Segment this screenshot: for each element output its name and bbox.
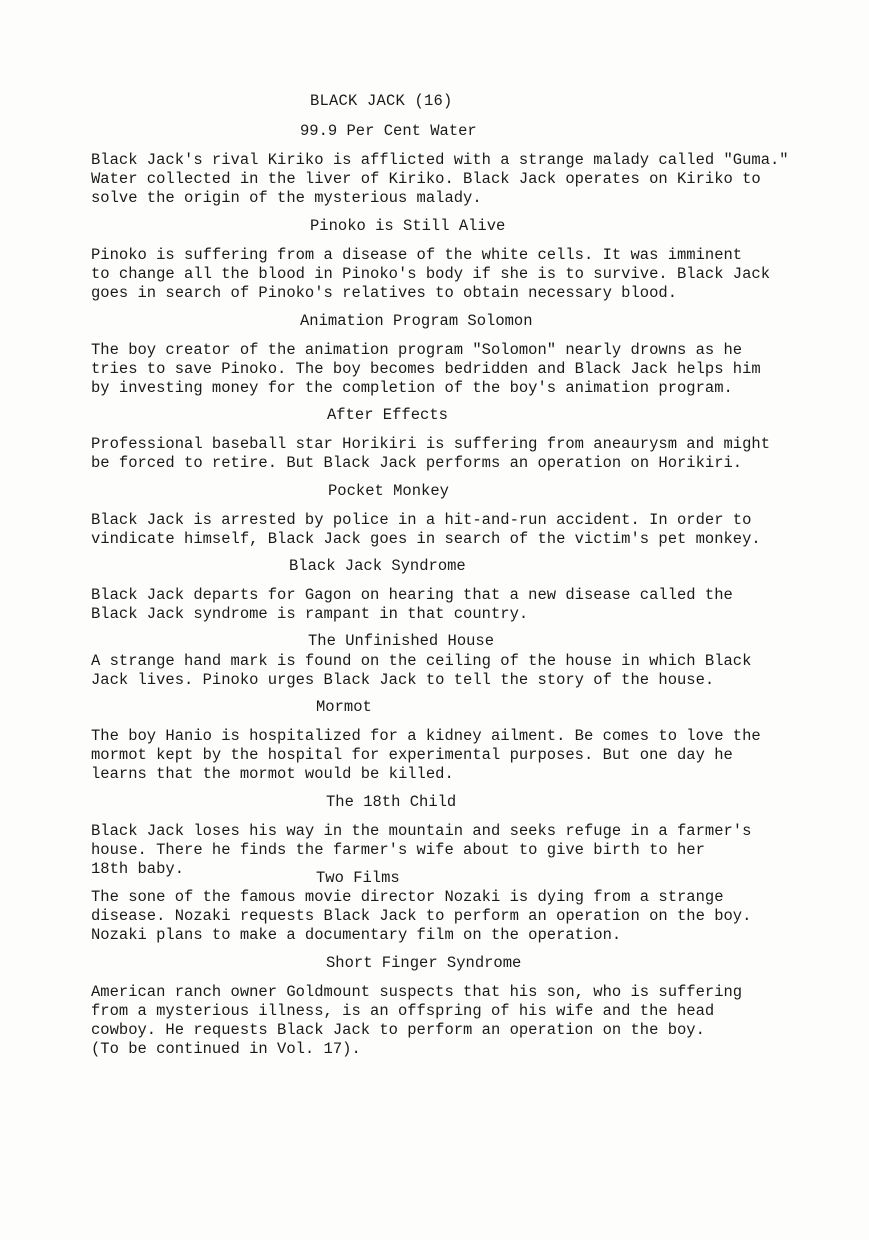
- section-paragraph: [91, 888, 791, 945]
- paragraph-line: solve the origin of the mysterious malady.: [91, 189, 482, 207]
- paragraph-line: Black Jack loses his way in the mountain and seeks refuge in a farmer's: [91, 822, 752, 840]
- section-paragraph: [91, 727, 791, 784]
- section-paragraph: [91, 586, 791, 624]
- paragraph-line: A strange hand mark is found on the ceiling of the house in which Black: [91, 652, 752, 670]
- paragraph-line: by investing money for the completion of the boy's animation program.: [91, 379, 733, 397]
- paragraph-line: The boy Hanio is hospitalized for a kidney ailment. Be comes to love the: [91, 727, 761, 745]
- paragraph-line: Black Jack is arrested by police in a hit-and-run accident. In order to: [91, 511, 752, 529]
- paragraph-line: Nozaki plans to make a documentary film on the operation.: [91, 926, 622, 944]
- document-title: BLACK JACK (16): [310, 92, 453, 110]
- paragraph-line: The boy creator of the animation program "Solomon" nearly drowns as he: [91, 341, 743, 359]
- section-heading: After Effects: [327, 406, 448, 424]
- paragraph-line: cowboy. He requests Black Jack to perform an operation on the boy.: [91, 1021, 705, 1039]
- section-heading: Pinoko is Still Alive: [310, 217, 506, 235]
- section-heading: Black Jack Syndrome: [289, 557, 466, 575]
- paragraph-line: Black Jack syndrome is rampant in that country.: [91, 605, 529, 623]
- section-paragraph: [91, 341, 791, 398]
- section-heading: 99.9 Per Cent Water: [300, 122, 477, 140]
- paragraph-line: Black Jack departs for Gagon on hearing that a new disease called the: [91, 586, 733, 604]
- section-heading: The 18th Child: [326, 793, 457, 811]
- paragraph-line: Black Jack's rival Kiriko is afflicted with a strange malady called "Guma.": [91, 151, 789, 169]
- section-paragraph: [91, 246, 791, 303]
- paragraph-line: mormot kept by the hospital for experimental purposes. But one day he: [91, 746, 733, 764]
- paragraph-line: Water collected in the liver of Kiriko. Black Jack operates on Kiriko to: [91, 170, 761, 188]
- paragraph-line: goes in search of Pinoko's relatives to obtain necessary blood.: [91, 284, 677, 302]
- paragraph-line: Pinoko is suffering from a disease of the white cells. It was imminent: [91, 246, 743, 264]
- paragraph-line: to change all the blood in Pinoko's body if she is to survive. Black Jack: [91, 265, 771, 283]
- section-heading: Mormot: [316, 698, 372, 716]
- section-heading: Animation Program Solomon: [300, 312, 533, 330]
- paragraph-line: house. There he finds the farmer's wife about to give birth to her: [91, 841, 705, 859]
- paragraph-line: disease. Nozaki requests Black Jack to perform an operation on the boy.: [91, 907, 752, 925]
- section-paragraph: [91, 822, 791, 879]
- paragraph-line: 18th baby.: [91, 860, 185, 878]
- paragraph-line: vindicate himself, Black Jack goes in search of the victim's pet monkey.: [91, 530, 761, 548]
- section-paragraph: [91, 983, 791, 1059]
- section-paragraph: [91, 435, 791, 473]
- section-paragraph: [91, 511, 791, 549]
- section-heading: Pocket Monkey: [328, 482, 449, 500]
- section-heading: Short Finger Syndrome: [326, 954, 522, 972]
- section-paragraph: [91, 151, 791, 208]
- paragraph-line: from a mysterious illness, is an offspring of his wife and the head: [91, 1002, 715, 1020]
- section-heading: The Unfinished House: [308, 632, 495, 650]
- paragraph-line: Professional baseball star Horikiri is suffering from aneaurysm and might: [91, 435, 771, 453]
- paragraph-line: tries to save Pinoko. The boy becomes bedridden and Black Jack helps him: [91, 360, 761, 378]
- paragraph-line: Jack lives. Pinoko urges Black Jack to tell the story of the house.: [91, 671, 715, 689]
- section-paragraph: [91, 652, 791, 690]
- paragraph-line: be forced to retire. But Black Jack performs an operation on Horikiri.: [91, 454, 743, 472]
- section-heading: Two Films: [316, 869, 400, 887]
- paragraph-line: learns that the mormot would be killed.: [91, 765, 454, 783]
- paragraph-line: The sone of the famous movie director Nozaki is dying from a strange: [91, 888, 724, 906]
- paragraph-line: American ranch owner Goldmount suspects that his son, who is suffering: [91, 983, 743, 1001]
- paragraph-line: (To be continued in Vol. 17).: [91, 1040, 361, 1058]
